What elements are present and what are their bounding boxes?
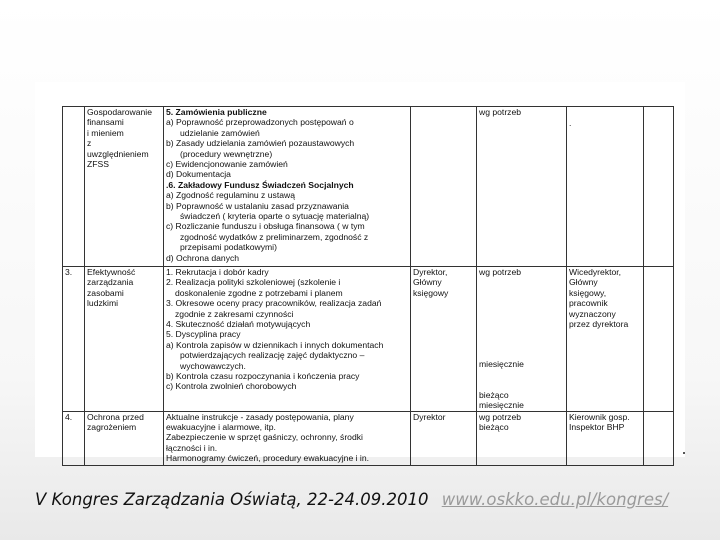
cell-line: doskonalenie zgodne z potrzebami i planem	[175, 287, 343, 298]
cell-line: Wicedyrektor,	[569, 267, 622, 277]
row-number-cell: 4.	[63, 411, 85, 465]
cell-line: d) Dokumentacja	[166, 169, 231, 180]
cell-line: potwierdzających realizację zajęć dydaktyczno –	[180, 350, 365, 361]
cell-line: Inspektor BHP	[569, 422, 625, 433]
cell-line: a) Zgodność regulaminu z ustawą	[166, 190, 295, 201]
cell-line: a) Poprawność przeprowadzonych postępowań o	[166, 117, 354, 128]
cell-line: finansami	[87, 117, 124, 128]
plan-table	[62, 106, 674, 466]
cell-line: a) Kontrola zapisów w dziennikach i innych dokumentach	[166, 339, 384, 350]
term-cell	[477, 411, 567, 465]
cell-line: przez dyrektora	[569, 319, 629, 330]
cell-line: d) Ochrona danych	[166, 252, 240, 263]
cell-line: (procedury wewnętrzne)	[180, 148, 273, 159]
tasks-cell	[164, 107, 411, 267]
area-cell	[85, 267, 164, 412]
row-number-cell	[63, 107, 85, 267]
notes-cell	[644, 107, 674, 267]
cell-line: wg potrzeb	[479, 107, 522, 117]
cell-line: z	[87, 138, 92, 149]
area-cell	[85, 411, 164, 465]
cell-line: Harmonogramy ćwiczeń, procedury ewakuacyjne i in.	[166, 453, 369, 464]
participants-cell	[567, 107, 644, 267]
cell-line: księgowy,	[569, 287, 607, 298]
cell-line: Gospodarowanie	[87, 107, 152, 117]
responsible-cell	[411, 267, 477, 412]
cell-line: c) Kontrola zwolnień chorobowych	[166, 381, 297, 392]
footer-link[interactable]: www.oskko.edu.pl/kongres/	[441, 490, 669, 509]
document-page	[35, 82, 685, 464]
cell-line: zarządzania	[87, 277, 134, 288]
participants-cell	[567, 411, 644, 465]
cell-line: miesięcznie	[479, 400, 524, 411]
cell-line: 4. Skuteczność działań motywujących	[166, 319, 311, 330]
cell-line: miesięcznie	[479, 359, 524, 370]
cell-line: zgodnie z zakresami czynności	[175, 308, 294, 319]
cell-line: Dyrektor,	[413, 267, 448, 277]
cell-line: Dyrektor	[413, 411, 446, 422]
responsible-cell	[411, 411, 477, 465]
cell-line: 2. Realizacja polityki szkoleniowej (szkolenie i	[166, 277, 341, 288]
cell-line: Aktualne instrukcje - zasady postępowania, plany	[166, 411, 354, 422]
cell-line: przepisami podatkowymi)	[180, 242, 277, 253]
cell-line: bieżąco	[479, 389, 509, 400]
term-cell	[477, 107, 567, 267]
cell-line: b) Kontrola czasu rozpoczynania i kończenia pracy	[166, 371, 360, 382]
responsible-cell	[411, 107, 477, 267]
cell-line: wychowawczych.	[180, 360, 246, 371]
cell-line: c) Rozliczanie funduszu i obsługa finansowa ( w tym	[166, 221, 365, 232]
cell-line: Główny	[413, 277, 442, 288]
cell-line: 5. Zamówienia publiczne	[166, 107, 267, 117]
page-mark	[683, 452, 685, 454]
cell-line: wg potrzeb	[479, 267, 522, 277]
table-row	[63, 411, 674, 465]
area-cell	[85, 107, 164, 267]
cell-line: i mieniem	[87, 127, 124, 138]
cell-line: Zabezpieczenie w sprzęt gaśniczy, ochronny, środki	[166, 432, 363, 443]
cell-line: ZFSS	[87, 159, 109, 170]
table-row	[63, 267, 674, 412]
cell-line: księgowy	[413, 287, 449, 298]
cell-line: Główny	[569, 277, 598, 288]
cell-line: zgodność wydatków z preliminarzem, zgodność z	[180, 231, 369, 242]
cell-line: c) Ewidencjonowanie zamówień	[166, 159, 288, 170]
cell-line: uwzględnieniem	[87, 148, 149, 159]
slide-footer	[35, 490, 685, 514]
cell-line: wyznaczony	[569, 308, 616, 319]
cell-line: b) Poprawność w ustalaniu zasad przyznawania	[166, 200, 349, 211]
cell-line: udzielanie zamówień	[180, 127, 260, 138]
table-row	[63, 107, 674, 267]
cell-line: Efektywność	[87, 267, 136, 277]
cell-line: b) Zasady udzielania zamówień pozaustawowych	[166, 138, 355, 149]
cell-line: 5. Dyscyplina pracy	[166, 329, 241, 340]
cell-line: .6. Zakładowy Fundusz Świadczeń Socjalnych	[166, 179, 354, 190]
cell-line: ludzkimi	[87, 298, 119, 309]
notes-cell	[644, 267, 674, 412]
cell-line: łączności i in.	[166, 442, 218, 453]
cell-line: Kierownik gosp.	[569, 411, 630, 422]
cell-line: zasobami	[87, 287, 124, 298]
cell-line: bieżąco	[479, 422, 509, 433]
cell-line: świadczeń ( kryteria oparte o sytuację materialną)	[180, 211, 370, 222]
cell-line: zagrożeniem	[87, 422, 137, 433]
cell-line: Ochrona przed	[87, 411, 144, 422]
cell-line: 3. Okresowe oceny pracy pracowników, realizacja zadań	[166, 298, 382, 309]
cell-line: 1. Rekrutacja i dobór kadry	[166, 267, 269, 277]
cell-line: .	[569, 118, 572, 128]
cell-line: ewakuacyjne i alarmowe, itp.	[166, 422, 276, 433]
footer-text: V Kongres Zarządzania Oświatą, 22-24.09.2010	[35, 490, 429, 509]
term-cell	[477, 267, 567, 412]
tasks-cell	[164, 411, 411, 465]
cell-line: wg potrzeb	[479, 411, 522, 422]
participants-cell	[567, 267, 644, 412]
row-number-cell: 3.	[63, 267, 85, 412]
notes-cell	[644, 411, 674, 465]
tasks-cell	[164, 267, 411, 412]
cell-line: pracownik	[569, 298, 608, 309]
